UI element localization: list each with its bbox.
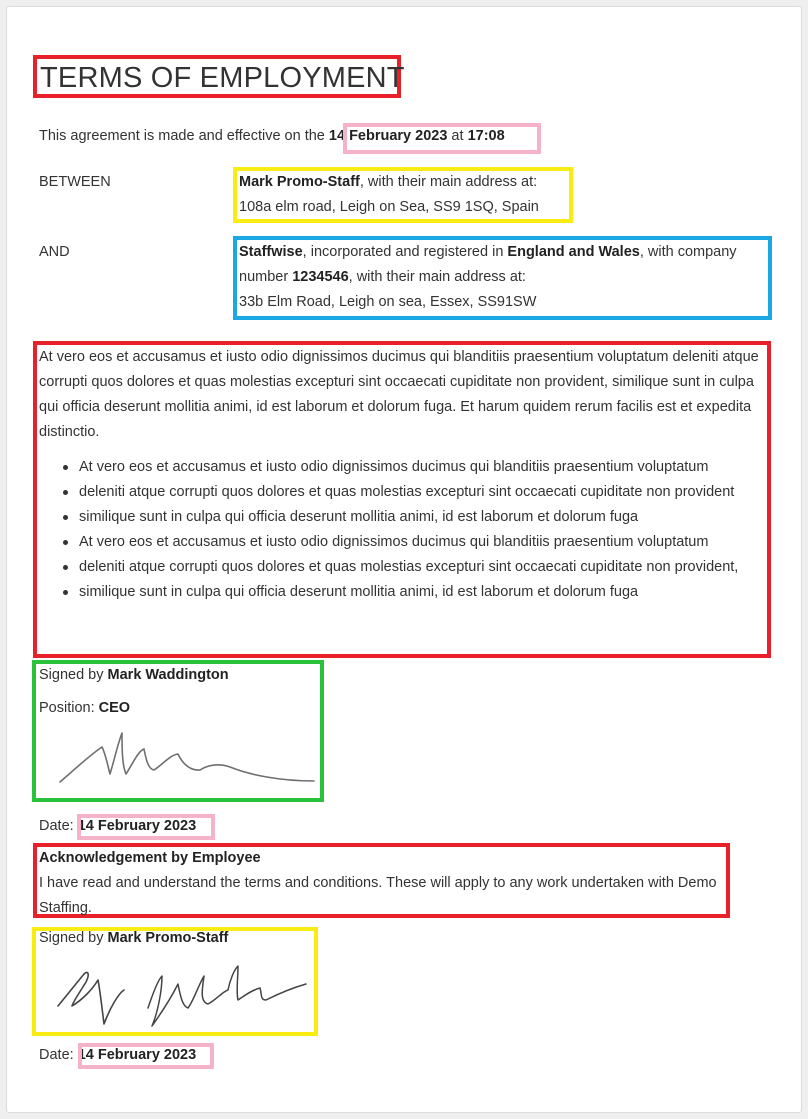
employee-signed-by	[39, 926, 228, 951]
employee-date-highlight	[78, 1043, 214, 1069]
terms-paragraph: At vero eos et accusamus et iusto odio dignissimos ducimus qui blanditiis praesentium voluptatum deleniti atque corrupti quos dolores et quas molestias excepturi sint occaecati cupiditate non provident, similique sunt in culpa qui officia deserunt mollitia animi, id est laborum et dolorum fuga. Et harum quidem rerum facilis est et expedita distinctio.	[39, 349, 759, 440]
acknowledgement-text: I have read and understand the terms and conditions. These will apply to any work undertaken with Demo Staffing.	[39, 875, 717, 916]
and-label: AND	[39, 244, 70, 260]
list-item: similique sunt in culpa qui officia deserunt mollitia animi, id est laborum et dolorum fuga	[39, 580, 764, 605]
employee-address: 108a elm road, Leigh on Sea, SS9 1SQ, Spain	[239, 199, 539, 215]
list-item: similique sunt in culpa qui officia deserunt mollitia animi, id est laborum et dolorum fuga	[39, 505, 764, 530]
employee-address-intro: , with their main address at:	[359, 174, 538, 190]
acknowledgement-heading	[39, 846, 261, 871]
list-item: deleniti atque corrupti quos dolores et quas molestias excepturi sint occaecati cupiditate non provident,	[39, 555, 764, 580]
employee-party-line1	[239, 170, 537, 195]
signed-by-label: Signed by	[39, 930, 108, 946]
employer-text2: , with company	[639, 244, 737, 260]
employer-text4: , with their main address at:	[348, 269, 526, 285]
employer-position	[39, 696, 130, 721]
employer-company-number: 1234546	[292, 269, 349, 285]
employer-jurisdiction: England and Wales	[507, 244, 640, 260]
employee-signatory-name: Mark Promo-Staff	[107, 930, 229, 946]
between-label: BETWEEN	[39, 174, 111, 190]
employer-address: 33b Elm Road, Leigh on sea, Essex, SS91SW	[239, 294, 537, 310]
terms-bullet-list	[39, 455, 764, 605]
page-title: TERMS OF EMPLOYMENT	[40, 62, 405, 94]
acknowledgement-heading-text: Acknowledgement by Employee	[39, 850, 261, 866]
employer-party-line2	[239, 265, 526, 290]
list-item: deleniti atque corrupti quos dolores et quas molestias excepturi sint occaecati cupiditate non provident	[39, 480, 764, 505]
signed-by-label: Signed by	[39, 667, 108, 683]
date-label: Date:	[39, 1047, 78, 1063]
employer-signature-date: 14 February 2023	[77, 818, 197, 834]
employer-position-value: CEO	[98, 700, 131, 716]
employee-signature-image	[52, 960, 312, 1032]
list-item: At vero eos et accusamus et iusto odio dignissimos ducimus qui blanditiis praesentium voluptatum	[39, 530, 764, 555]
list-item: At vero eos et accusamus et iusto odio dignissimos ducimus qui blanditiis praesentium voluptatum	[39, 455, 764, 480]
employer-party-line1	[239, 240, 737, 265]
employer-company: Staffwise	[239, 244, 303, 260]
employer-text1: , incorporated and registered in	[302, 244, 508, 260]
employer-signatory-name: Mark Waddington	[107, 667, 229, 683]
employer-signed-by	[39, 663, 229, 688]
intro-prefix: This agreement is made and effective on the	[39, 128, 329, 144]
agreement-time: 17:08	[467, 128, 505, 144]
agreement-date: 14 February 2023	[328, 128, 448, 144]
intro-at: at	[447, 128, 468, 144]
employee-signature-date: 14 February 2023	[77, 1047, 197, 1063]
agreement-datetime-highlight	[343, 123, 541, 154]
position-label: Position:	[39, 700, 99, 716]
employer-text3: number	[239, 269, 293, 285]
employer-signature-image	[50, 725, 320, 795]
date-label: Date:	[39, 818, 78, 834]
employee-name: Mark Promo-Staff	[239, 174, 360, 190]
employer-date-highlight	[77, 814, 215, 840]
